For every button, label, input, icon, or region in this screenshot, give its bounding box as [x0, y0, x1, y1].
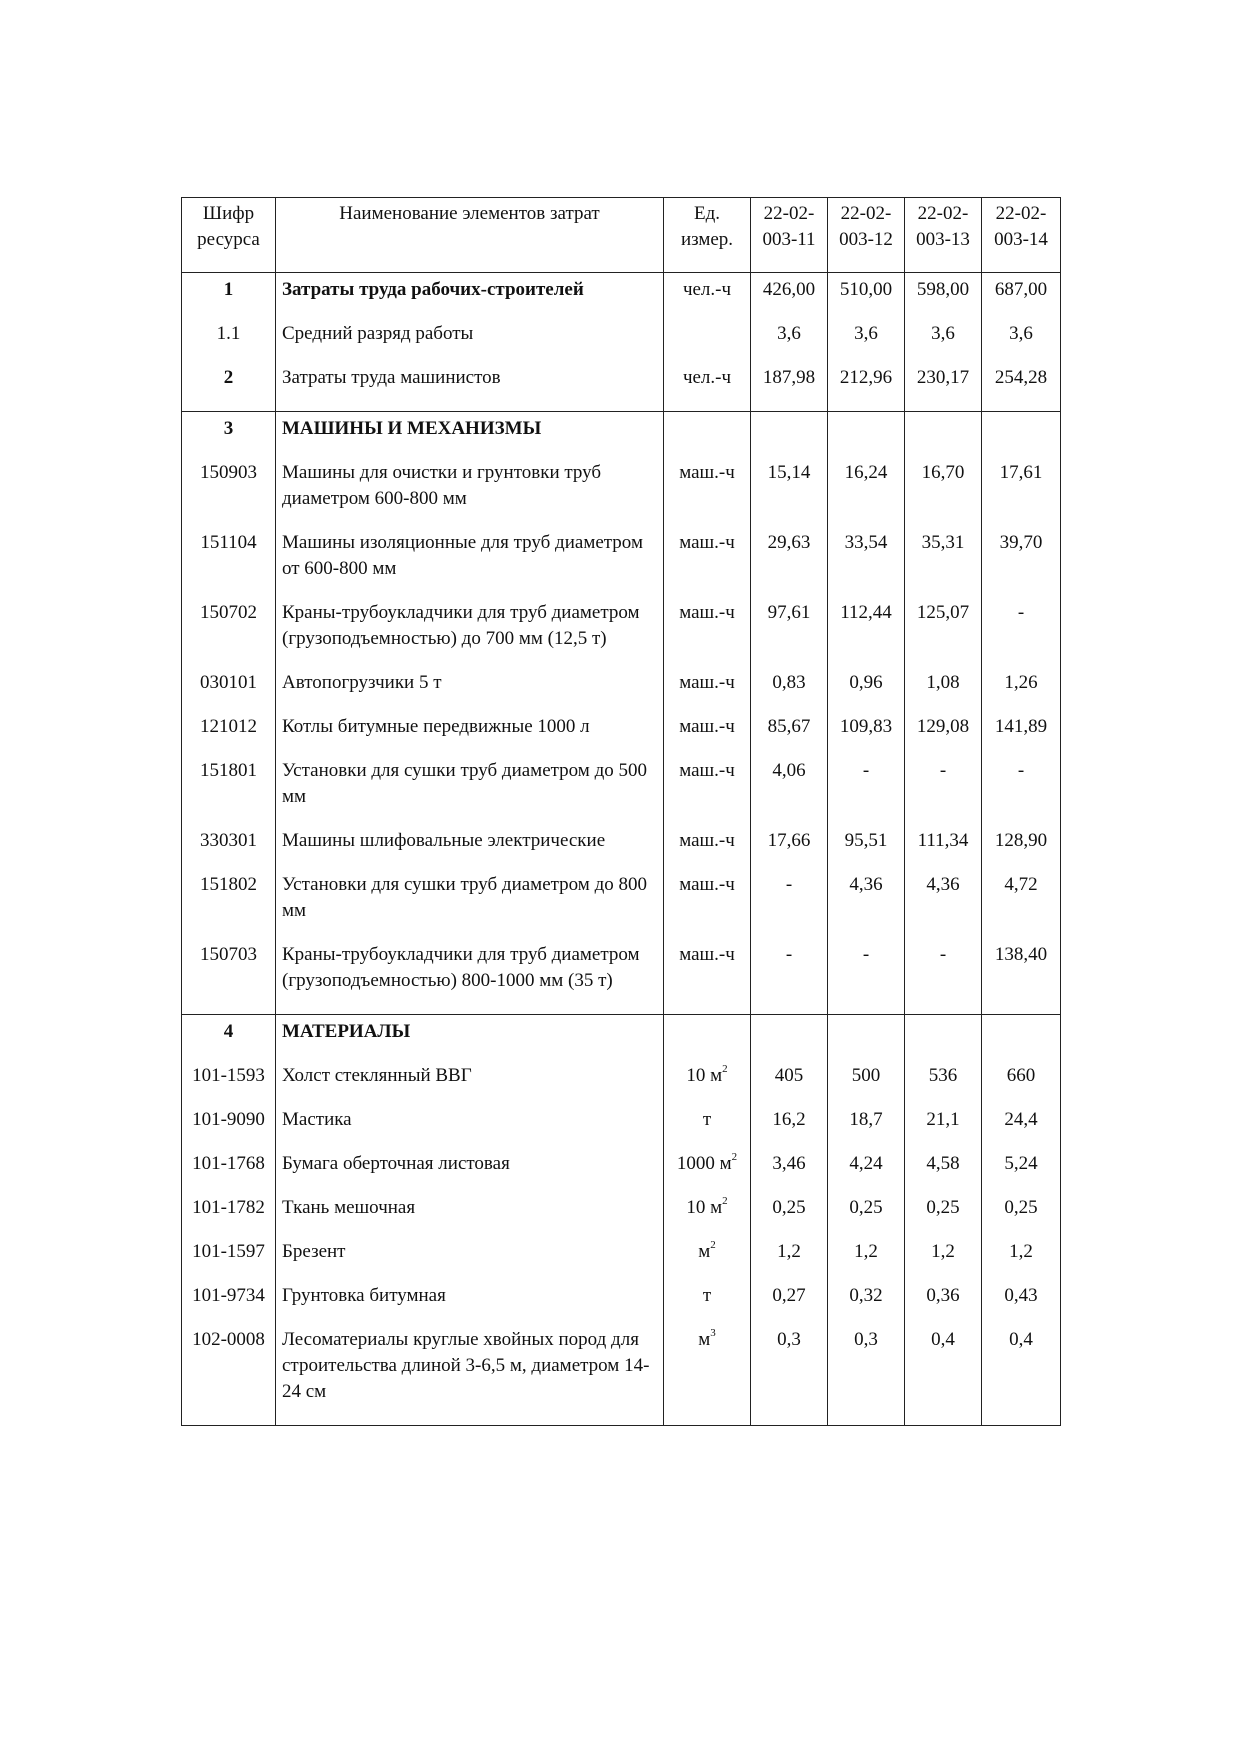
unit-text: 1000 м: [676, 1153, 732, 1174]
value-cell: 29,63: [751, 526, 828, 596]
section-code: 4: [182, 1015, 276, 1060]
value-cell: 0,4: [905, 1323, 982, 1426]
value-cell: 1,2: [751, 1235, 828, 1279]
header-col-1: [751, 198, 828, 273]
resource-code: 101-1782: [182, 1191, 276, 1235]
value-cell: 1,2: [982, 1235, 1061, 1279]
unit-text: чел.-ч: [682, 279, 732, 300]
unit-cell: [664, 754, 751, 824]
value-cell: [982, 412, 1061, 457]
value-cell: 0,27: [751, 1279, 828, 1323]
table-row: [182, 938, 1061, 1015]
value-cell: 0,43: [982, 1279, 1061, 1323]
table-row: [182, 1059, 1061, 1103]
unit-exponent: 2: [710, 1238, 716, 1251]
table-row: [182, 868, 1061, 938]
value-cell: 4,24: [828, 1147, 905, 1191]
section-code: 3: [182, 412, 276, 457]
unit-cell: [664, 868, 751, 938]
resource-name: Котлы битумные передвижные 1000 л: [276, 710, 664, 754]
value-cell: 4,36: [905, 868, 982, 938]
value-cell: [982, 1015, 1061, 1060]
value-cell: 660: [982, 1059, 1061, 1103]
header-col-2: [828, 198, 905, 273]
value-cell: 85,67: [751, 710, 828, 754]
table-row: [182, 1323, 1061, 1426]
resource-code: 150702: [182, 596, 276, 666]
value-cell: 4,58: [905, 1147, 982, 1191]
value-cell: 510,00: [828, 273, 905, 318]
value-cell: -: [828, 754, 905, 824]
value-cell: 16,2: [751, 1103, 828, 1147]
resource-code: 121012: [182, 710, 276, 754]
resource-name: Краны-трубоукладчики для труб диаметром (грузоподъемностью) до 700 мм (12,5 т): [276, 596, 664, 666]
table-row: [182, 1191, 1061, 1235]
unit-exponent: 2: [722, 1062, 728, 1075]
value-cell: 18,7: [828, 1103, 905, 1147]
resource-code: 151802: [182, 868, 276, 938]
resource-name: Бумага оберточная листовая: [276, 1147, 664, 1191]
resource-code: 101-9090: [182, 1103, 276, 1147]
resource-name: Затраты труда машинистов: [276, 361, 664, 412]
value-cell: 15,14: [751, 456, 828, 526]
resource-name: Брезент: [276, 1235, 664, 1279]
value-cell: 3,6: [751, 317, 828, 361]
unit-exponent: 3: [710, 1326, 716, 1339]
value-cell: 4,06: [751, 754, 828, 824]
unit-cell: [664, 710, 751, 754]
unit-text: маш.-ч: [679, 760, 735, 781]
value-cell: [828, 1015, 905, 1060]
header-col-3-line-2: 003-13: [916, 229, 970, 250]
table-row: [182, 317, 1061, 361]
resource-name: Холст стеклянный ВВГ: [276, 1059, 664, 1103]
resource-code: 151801: [182, 754, 276, 824]
value-cell: 536: [905, 1059, 982, 1103]
resource-name: Мастика: [276, 1103, 664, 1147]
value-cell: 138,40: [982, 938, 1061, 1015]
resource-name: Установки для сушки труб диаметром до 500 мм: [276, 754, 664, 824]
table-row: [182, 666, 1061, 710]
value-cell: 39,70: [982, 526, 1061, 596]
unit-cell: [664, 526, 751, 596]
table-row: [182, 824, 1061, 868]
value-cell: 97,61: [751, 596, 828, 666]
value-cell: [828, 412, 905, 457]
unit-text: маш.-ч: [679, 462, 735, 483]
value-cell: 21,1: [905, 1103, 982, 1147]
table-row: [182, 1147, 1061, 1191]
unit-cell: [664, 412, 751, 457]
header-code: Шифр ресурса: [182, 198, 276, 273]
unit-text: м: [698, 1329, 711, 1350]
unit-cell: [664, 1235, 751, 1279]
value-cell: -: [982, 754, 1061, 824]
table-row: [182, 596, 1061, 666]
unit-cell: [664, 1191, 751, 1235]
section-title: МАШИНЫ И МЕХАНИЗМЫ: [276, 412, 664, 457]
resource-name: Машины изоляционные для труб диаметром от 600-800 мм: [276, 526, 664, 596]
value-cell: 0,25: [905, 1191, 982, 1235]
unit-cell: [664, 596, 751, 666]
unit-text: т: [702, 1109, 712, 1130]
resource-name: Машины шлифовальные электрические: [276, 824, 664, 868]
value-cell: 0,25: [828, 1191, 905, 1235]
unit-cell: [664, 1279, 751, 1323]
resource-code: 330301: [182, 824, 276, 868]
value-cell: 687,00: [982, 273, 1061, 318]
section-row: [182, 1015, 1061, 1060]
unit-cell: [664, 666, 751, 710]
value-cell: -: [751, 868, 828, 938]
unit-cell: [664, 938, 751, 1015]
unit-cell: [664, 1323, 751, 1426]
value-cell: 35,31: [905, 526, 982, 596]
header-col-3: [905, 198, 982, 273]
unit-cell: [664, 361, 751, 412]
unit-text: чел.-ч: [682, 367, 732, 388]
value-cell: [751, 1015, 828, 1060]
unit-cell: [664, 824, 751, 868]
value-cell: 128,90: [982, 824, 1061, 868]
unit-cell: [664, 273, 751, 318]
unit-cell: [664, 1147, 751, 1191]
unit-text: м: [698, 1241, 711, 1262]
resource-code: 1: [182, 273, 276, 318]
table-row: [182, 361, 1061, 412]
unit-text: т: [702, 1285, 712, 1306]
section-title: МАТЕРИАЛЫ: [276, 1015, 664, 1060]
value-cell: 16,24: [828, 456, 905, 526]
table-row: [182, 710, 1061, 754]
value-cell: -: [982, 596, 1061, 666]
value-cell: 111,34: [905, 824, 982, 868]
value-cell: 1,26: [982, 666, 1061, 710]
value-cell: -: [828, 938, 905, 1015]
resource-name: Автопогрузчики 5 т: [276, 666, 664, 710]
value-cell: 16,70: [905, 456, 982, 526]
header-col-4-line-2: 003-14: [994, 229, 1048, 250]
value-cell: 212,96: [828, 361, 905, 412]
table-row: [182, 754, 1061, 824]
resource-name: Средний разряд работы: [276, 317, 664, 361]
unit-exponent: 2: [722, 1194, 728, 1207]
resource-name: Краны-трубоукладчики для труб диаметром (грузоподъемностью) 800-1000 мм (35 т): [276, 938, 664, 1015]
unit-text: 10 м: [686, 1197, 723, 1218]
value-cell: 405: [751, 1059, 828, 1103]
value-cell: 0,83: [751, 666, 828, 710]
header-col-1-line-1: 22-02-: [763, 203, 815, 224]
value-cell: 17,61: [982, 456, 1061, 526]
value-cell: 33,54: [828, 526, 905, 596]
value-cell: 129,08: [905, 710, 982, 754]
value-cell: 141,89: [982, 710, 1061, 754]
resource-code: 101-1597: [182, 1235, 276, 1279]
resource-cost-table: [181, 197, 1061, 1426]
value-cell: 1,2: [828, 1235, 905, 1279]
value-cell: 112,44: [828, 596, 905, 666]
table-body: [182, 273, 1061, 1426]
unit-text: маш.-ч: [679, 602, 735, 623]
table-row: [182, 1103, 1061, 1147]
value-cell: 125,07: [905, 596, 982, 666]
value-cell: 3,6: [905, 317, 982, 361]
value-cell: -: [751, 938, 828, 1015]
header-name: Наименование элементов затрат: [276, 198, 664, 273]
value-cell: 230,17: [905, 361, 982, 412]
resource-code: 101-1768: [182, 1147, 276, 1191]
resource-name: Затраты труда рабочих-строителей: [276, 273, 664, 318]
header-col-2-line-2: 003-12: [839, 229, 893, 250]
value-cell: 17,66: [751, 824, 828, 868]
unit-cell: [664, 1103, 751, 1147]
unit-text: маш.-ч: [679, 874, 735, 895]
value-cell: 3,46: [751, 1147, 828, 1191]
resource-name: Грунтовка битумная: [276, 1279, 664, 1323]
value-cell: 500: [828, 1059, 905, 1103]
table-row: [182, 273, 1061, 318]
value-cell: 254,28: [982, 361, 1061, 412]
value-cell: 0,96: [828, 666, 905, 710]
value-cell: 0,32: [828, 1279, 905, 1323]
table-row: [182, 1279, 1061, 1323]
unit-text: маш.-ч: [679, 830, 735, 851]
value-cell: 109,83: [828, 710, 905, 754]
resource-name: Лесоматериалы круглые хвойных пород для строительства длиной 3-6,5 м, диаметром 14-24 см: [276, 1323, 664, 1426]
unit-cell: [664, 1059, 751, 1103]
section-row: [182, 412, 1061, 457]
value-cell: 3,6: [982, 317, 1061, 361]
value-cell: 24,4: [982, 1103, 1061, 1147]
header-col-1-line-2: 003-11: [762, 229, 816, 250]
value-cell: 0,4: [982, 1323, 1061, 1426]
resource-code: 1.1: [182, 317, 276, 361]
header-col-4-line-1: 22-02-: [995, 203, 1047, 224]
resource-code: 101-9734: [182, 1279, 276, 1323]
resource-name: Ткань мешочная: [276, 1191, 664, 1235]
value-cell: [905, 1015, 982, 1060]
value-cell: 0,36: [905, 1279, 982, 1323]
value-cell: 187,98: [751, 361, 828, 412]
value-cell: [751, 412, 828, 457]
value-cell: 1,08: [905, 666, 982, 710]
unit-cell: [664, 1015, 751, 1060]
header-col-3-line-1: 22-02-: [917, 203, 969, 224]
resource-code: 102-0008: [182, 1323, 276, 1426]
value-cell: 0,25: [982, 1191, 1061, 1235]
value-cell: 5,24: [982, 1147, 1061, 1191]
value-cell: 4,36: [828, 868, 905, 938]
resource-code: 101-1593: [182, 1059, 276, 1103]
value-cell: [905, 412, 982, 457]
value-cell: -: [905, 754, 982, 824]
value-cell: 1,2: [905, 1235, 982, 1279]
value-cell: -: [905, 938, 982, 1015]
resource-name: Машины для очистки и грунтовки труб диаметром 600-800 мм: [276, 456, 664, 526]
table-header: [182, 198, 1061, 273]
resource-code: 030101: [182, 666, 276, 710]
value-cell: 426,00: [751, 273, 828, 318]
value-cell: 3,6: [828, 317, 905, 361]
resource-code: 150703: [182, 938, 276, 1015]
unit-text: маш.-ч: [679, 672, 735, 693]
value-cell: 598,00: [905, 273, 982, 318]
header-col-2-line-1: 22-02-: [840, 203, 892, 224]
unit-text: 10 м: [686, 1065, 723, 1086]
table-row: [182, 1235, 1061, 1279]
value-cell: 95,51: [828, 824, 905, 868]
resource-code: 151104: [182, 526, 276, 596]
resource-code: 2: [182, 361, 276, 412]
value-cell: 0,25: [751, 1191, 828, 1235]
unit-text: маш.-ч: [679, 716, 735, 737]
unit-cell: [664, 317, 751, 361]
value-cell: 4,72: [982, 868, 1061, 938]
header-col-4: [982, 198, 1061, 273]
table-row: [182, 456, 1061, 526]
unit-text: маш.-ч: [679, 532, 735, 553]
header-unit: Ед. измер.: [664, 198, 751, 273]
unit-text: маш.-ч: [679, 944, 735, 965]
resource-name: Установки для сушки труб диаметром до 800 мм: [276, 868, 664, 938]
table-row: [182, 526, 1061, 596]
unit-cell: [664, 456, 751, 526]
value-cell: 0,3: [828, 1323, 905, 1426]
value-cell: 0,3: [751, 1323, 828, 1426]
unit-exponent: 2: [731, 1150, 738, 1163]
resource-code: 150903: [182, 456, 276, 526]
